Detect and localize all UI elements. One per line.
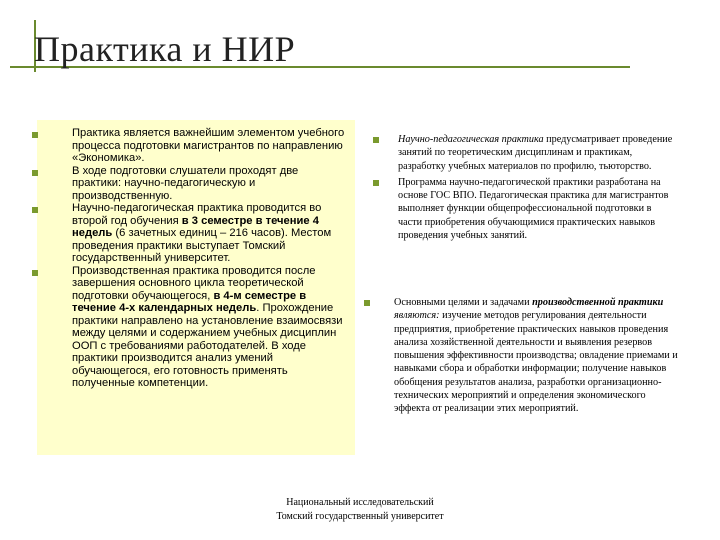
list-item: Основными целями и задачами производственной практики являются: изучение методов регулирования деятельности предприятия, приобретение практических навыков проведения анализа хозяйственной деятельности и выявления резервов повышения эффективности производства; овладение приемами и навыками сбора и обработки информации; получение навыков обобщения результатов анализа, разработки организационно-технических мероприятий и определения экономического эффекта от реализации этих мероприятий. bbox=[394, 296, 679, 416]
left-bullet-list bbox=[72, 127, 348, 390]
list-item: Производственная практика проводится после завершения основного цикла теоретической подготовки обучающегося, в 4-м семестре в течение 4-х календарных недель. Прохождение практики направлено на установление взаимосвязи между целями и содержанием учебных дисциплин ООП с требованиями работодателей. В ходе практики производится анализ умений обучающегося, его готовность применять полученные компетенции. bbox=[72, 265, 348, 390]
footer bbox=[230, 496, 490, 524]
square-bullet-icon bbox=[373, 137, 379, 143]
list-item: Программа научно-педагогической практики разработана на основе ГОС ВПО. Педагогическая практика для магистрантов выполняет функции общепрофессиональной подготовки в части приобретения обучающимися практических навыков проведения учебных занятий. bbox=[398, 176, 678, 242]
list-item: Научно-педагогическая практика проводится во второй год обучения в 3 семестре в течение 4 недель (6 зачетных единиц – 216 часов). Местом проведения практики выступает Томский государственный университет. bbox=[72, 202, 348, 265]
square-bullet-icon bbox=[32, 132, 38, 138]
square-bullet-icon bbox=[32, 270, 38, 276]
right-bullet-list bbox=[398, 133, 678, 242]
right-bullet-list-goals bbox=[394, 296, 679, 416]
footer-line-1: Национальный исследовательский bbox=[286, 497, 434, 508]
square-bullet-icon bbox=[32, 207, 38, 213]
list-item: Практика является важнейшим элементом учебного процесса подготовки магистрантов по направлению «Экономика». bbox=[72, 127, 348, 165]
footer-line-2: Томский государственный университет bbox=[276, 511, 444, 522]
square-bullet-icon bbox=[364, 300, 370, 306]
list-item: В ходе подготовки слушатели проходят две практики: научно-педагогическую и производственную. bbox=[72, 165, 348, 203]
square-bullet-icon bbox=[373, 180, 379, 186]
list-item: Научно-педагогическая практика предусматривает проведение занятий по теоретическим дисциплинам и практикам, разработку учебных материалов по профилю, тьюторство. bbox=[398, 133, 678, 173]
slide-title: Практика и НИР bbox=[34, 29, 296, 69]
square-bullet-icon bbox=[32, 170, 38, 176]
